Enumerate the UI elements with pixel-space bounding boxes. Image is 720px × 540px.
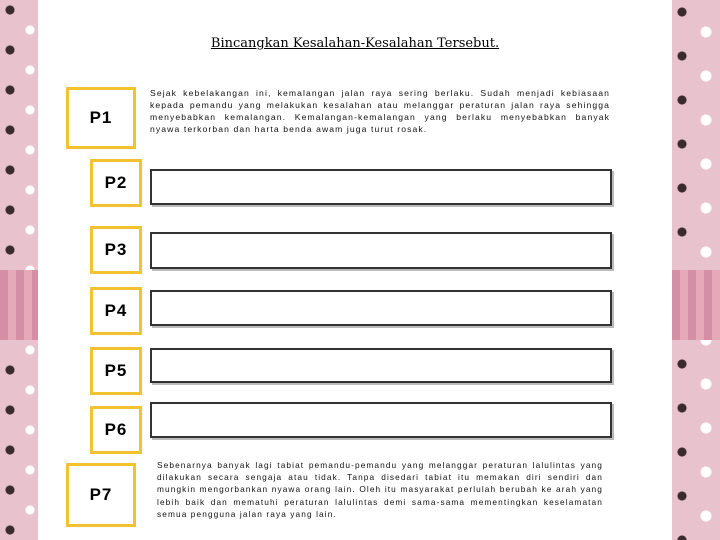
- answer-text-p6: [152, 404, 160, 408]
- label-p4: P4: [90, 287, 142, 335]
- answer-box-p5[interactable]: [150, 348, 612, 383]
- label-p7: P7: [66, 463, 136, 527]
- answer-text-p2: [152, 171, 160, 175]
- answer-text-p3: [152, 234, 160, 238]
- answer-box-p4[interactable]: [150, 290, 612, 326]
- worksheet: [38, 0, 672, 540]
- label-p5: P5: [90, 347, 142, 395]
- label-p3: P3: [90, 226, 142, 274]
- label-p6: P6: [90, 406, 142, 454]
- answer-box-p2[interactable]: [150, 169, 612, 205]
- text-box-p1: Sejak kebelakangan ini, kemalangan jalan raya sering berlaku. Sudah menjadi kebiasaan kepada pemandu yang melakukan kesalahan atau melanggar peraturan jalan raya sehingga menyebabkan kemalangan. Kemalangan-kemalangan yang berlaku menyebabkan banyak nyawa terkorban dan harta benda awam juga turut rosak.: [146, 87, 614, 153]
- label-p2: P2: [90, 159, 142, 207]
- label-p1: P1: [66, 87, 136, 149]
- page-title: Bincangkan Kesalahan-Kesalahan Tersebut.: [210, 36, 500, 51]
- text-box-p7: Sebenarnya banyak lagi tabiat pemandu-pemandu yang melanggar peraturan lalulintas yang dilakukan secara sengaja atau tidak. Tanpa disedari tabiat itu memakan diri sendiri dan mungkin mengorbankan nyawa orang lain. Oleh itu masyarakat perlulah berubah ke arah yang lebih baik dan mematuhi peraturan lalulintas demi sama-sama mementingkan keselamatan semua pengguna jalan raya yang lain.: [153, 459, 607, 537]
- answer-text-p4: [152, 292, 160, 296]
- answer-text-p5: [152, 350, 160, 354]
- answer-box-p3[interactable]: [150, 232, 612, 269]
- answer-box-p6[interactable]: [150, 402, 612, 438]
